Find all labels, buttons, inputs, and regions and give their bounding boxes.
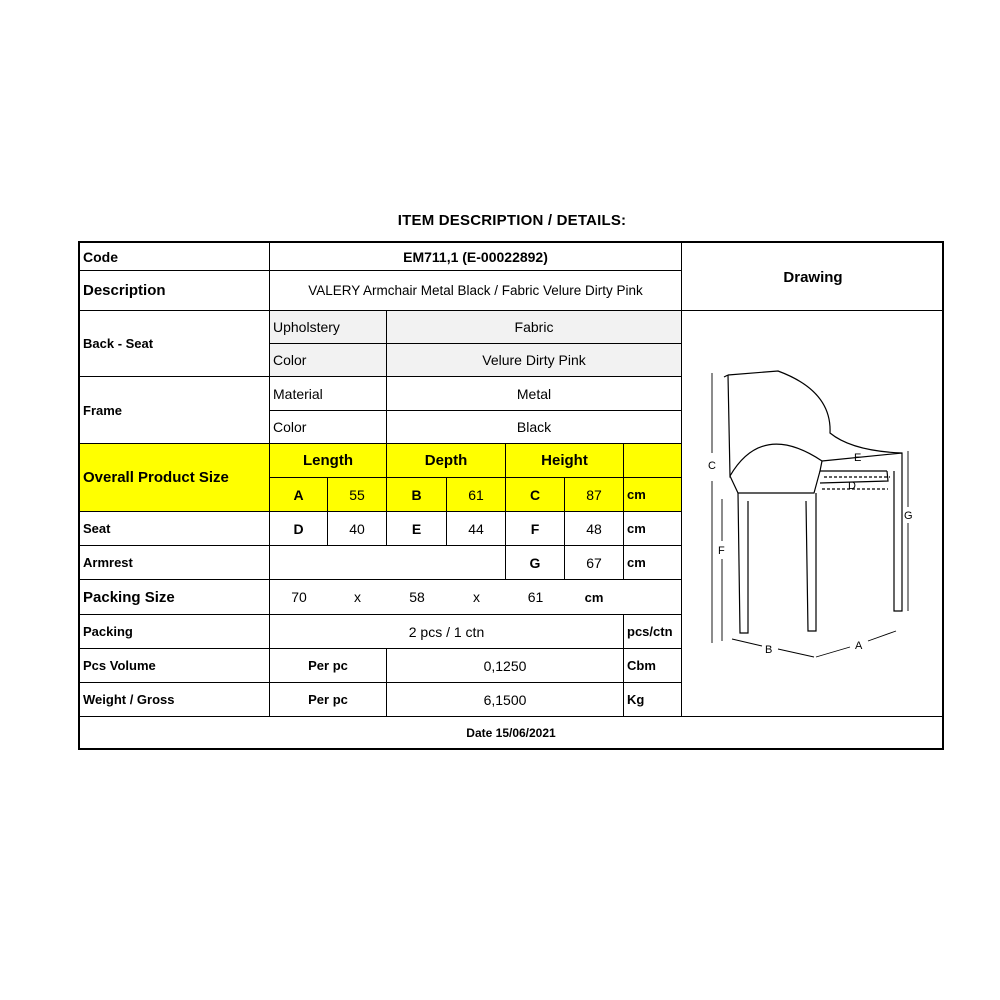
description-value: VALERY Armchair Metal Black / Fabric Velure Dirty Pink [270,271,682,311]
dim-c-letter: C [506,478,565,512]
dim-g-letter: G [506,546,565,580]
drawing-title: Drawing [682,243,944,311]
dimension-label-g: G [904,510,913,522]
dim-f-value: 48 [565,512,624,546]
sheet-title: ITEM DESCRIPTION / DETAILS: [397,212,627,229]
packing-length: 70 [291,589,307,605]
pcs-volume-unit: Cbm [624,649,682,683]
armchair-drawing [682,311,944,717]
overall-header-spacer [624,444,682,478]
armrest-unit: cm [624,546,682,580]
dim-g-value: 67 [565,546,624,580]
seat-unit: cm [624,512,682,546]
dimension-label-b: B [765,644,773,656]
dimension-label-a: A [855,640,863,652]
dim-a-value: 55 [328,478,387,512]
dim-e-value: 44 [447,512,506,546]
depth-header: Depth [387,444,506,478]
dimension-label-d: D [848,480,856,492]
weight-unit: Kg [624,683,682,717]
seat-label: Seat [80,512,270,546]
dim-c-value: 87 [565,478,624,512]
back-seat-color-value: Velure Dirty Pink [387,344,682,377]
dim-f-letter: F [506,512,565,546]
dim-b-letter: B [387,478,447,512]
packing-height: 61 [527,589,544,605]
upholstery-value: Fabric [387,311,682,344]
packing-width: 58 [409,589,425,605]
drawing-panel [682,311,944,717]
frame-label: Frame [80,377,270,444]
overall-size-label: Overall Product Size [80,444,270,512]
packing-label: Packing [80,615,270,649]
packing-size-values [270,580,682,615]
dim-d-letter: D [270,512,328,546]
back-seat-label: Back - Seat [80,311,270,377]
code-label: Code [80,243,270,271]
frame-color-value: Black [387,411,682,444]
pcs-volume-label: Pcs Volume [80,649,270,683]
packing-unit: pcs/ctn [624,615,682,649]
armrest-label: Armrest [80,546,270,580]
packing-x2: x [473,589,480,605]
packing-size-label: Packing Size [80,580,270,615]
overall-unit: cm [624,478,682,512]
pcs-volume-value: 0,1250 [387,649,624,683]
weight-per: Per pc [270,683,387,717]
dim-a-letter: A [270,478,328,512]
height-header: Height [506,444,624,478]
frame-color-label: Color [270,411,387,444]
packing-x1: x [354,589,361,605]
packing-size-unit: cm [584,589,604,605]
frame-material-value: Metal [387,377,682,411]
weight-value: 6,1500 [387,683,624,717]
armrest-empty [270,546,506,580]
pcs-volume-per: Per pc [270,649,387,683]
description-label: Description [80,271,270,311]
packing-value: 2 pcs / 1 ctn [270,615,624,649]
dimension-label-f: F [718,545,725,557]
code-value: EM711,1 (E-00022892) [270,243,682,271]
frame-material-label: Material [270,377,387,411]
upholstery-label: Upholstery [270,311,387,344]
dim-e-letter: E [387,512,447,546]
spec-sheet [78,241,944,750]
length-header: Length [270,444,387,478]
back-seat-color-label: Color [270,344,387,377]
weight-label: Weight / Gross [80,683,270,717]
dim-b-value: 61 [447,478,506,512]
dimension-label-e: E [854,452,862,464]
dim-d-value: 40 [328,512,387,546]
date-footer: Date 15/06/2021 [466,726,556,740]
dimension-label-c: C [708,460,716,472]
